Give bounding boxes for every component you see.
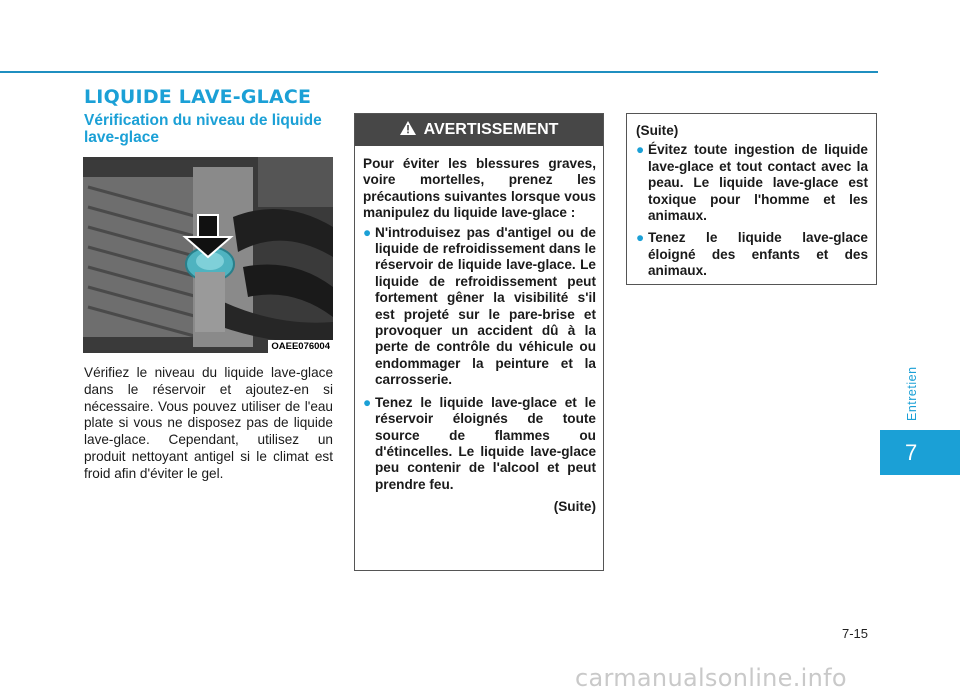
engine-illustration [83, 157, 333, 353]
bullet-icon: ● [363, 224, 372, 240]
sub-heading: Vérification du niveau de liquide lave-glace [84, 112, 322, 146]
continuation-box [626, 113, 877, 285]
bullet-icon: ● [636, 230, 645, 246]
warning-header-label: AVERTISSEMENT [423, 121, 559, 138]
warning-triangle-icon [400, 121, 416, 140]
list-item: ● Évitez toute ingestion de liquide lave-glace et tout contact avec la peau. Le liquide lave-glace est toxique pour l'homme et les animaux. [636, 142, 868, 224]
top-rule [0, 71, 878, 73]
list-item: ● Tenez le liquide lave-glace éloigné des enfants et des animaux. [636, 230, 868, 279]
warning-list [363, 225, 596, 494]
continuation-label: (Suite) [636, 123, 679, 138]
warning-box [354, 113, 604, 571]
warning-header [355, 114, 603, 146]
warning-body [355, 146, 603, 516]
warning-intro: Pour éviter les blessures graves, voire mortelles, prenez les précautions suivantes lorsque vous manipulez du liquide lave-glace : [363, 156, 596, 221]
page-number: 7-15 [842, 626, 869, 641]
body-paragraph: Vérifiez le niveau du liquide lave-glace dans le réservoir et ajoutez-en si nécessaire. Vous pouvez utiliser de l'eau plate si vous ne disposez pas de liquide lave-glace. Cependant, utilisez un produit nettoyant antigel si le climat est froid afin d'éviter le gel. [84, 365, 333, 481]
watermark: carmanualsonline.info [575, 664, 847, 692]
chapter-tab: 7 [880, 430, 960, 475]
warning-suite: (Suite) [553, 499, 596, 515]
continuation-list [636, 142, 868, 279]
bullet-icon: ● [363, 394, 372, 410]
list-item: ● Tenez le liquide lave-glace et le réservoir éloignés de toute source de flammes ou d'étincelles. Le liquide lave-glace peu contenir de l'alcool et peut prendre feu. [363, 394, 596, 492]
list-item: ● N'introduisez pas d'antigel ou de liquide de refroidissement dans le réservoir de liquide lave-glace. Le liquide de refroidissement peut fortement gêner la visibilité s'il est projeté sur le pare-brise et provoquer un accident dû à la perte de contrôle du véhicule ou endommager la peinture et la carrosserie. [363, 224, 596, 388]
photo-code: OAEE076004 [268, 340, 333, 353]
engine-photo [83, 157, 333, 353]
chapter-side-label: Entretien [905, 366, 919, 422]
section-title: LIQUIDE LAVE-GLACE [84, 86, 312, 108]
bullet-icon: ● [636, 142, 645, 158]
